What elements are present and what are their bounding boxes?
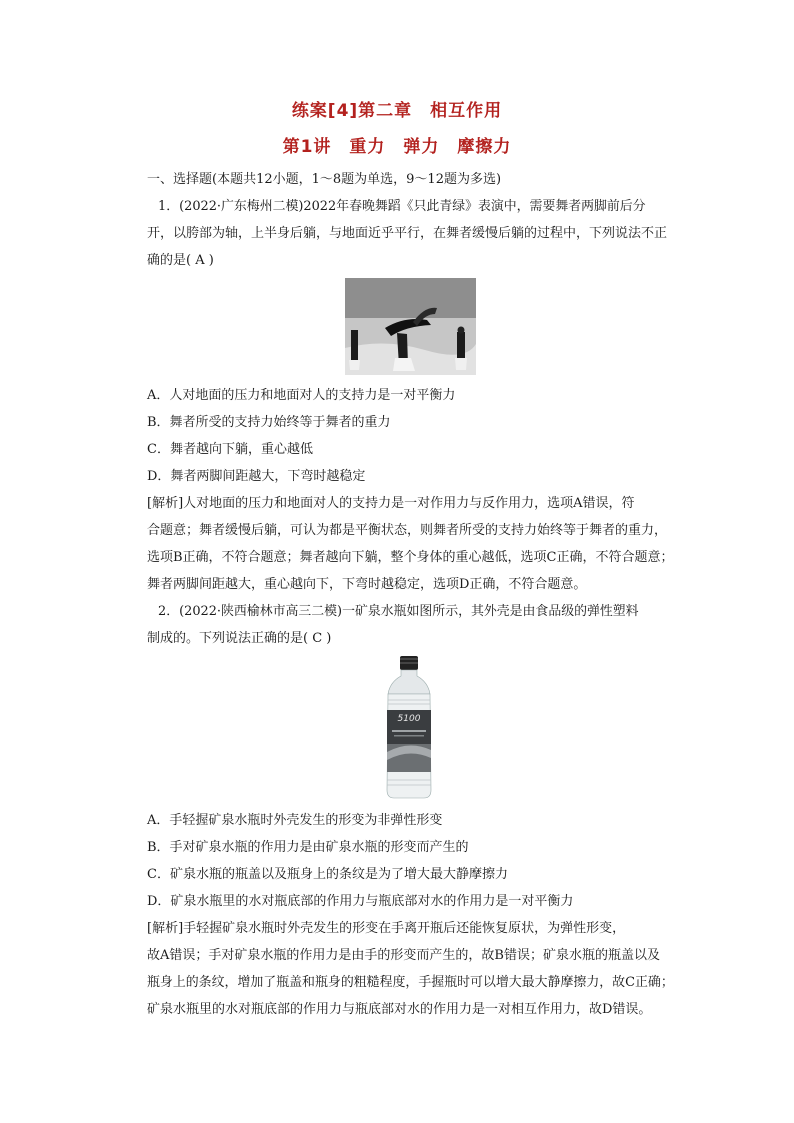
q1-option-c: C．舞者越向下躺，重心越低 [147,442,313,457]
q1-stem-line-1: 1．(2022·广东梅州二模)2022年春晚舞蹈《只此青绿》表演中，需要舞者两脚前后分 [158,199,646,214]
q2-stem-line-2: 制成的。下列说法正确的是( C ) [147,631,332,646]
water-bottle-illustration [380,652,438,802]
bottle-brand-label: 5100 [397,714,421,724]
water-bottle-image [380,652,438,802]
q2-option-c: C．矿泉水瓶的瓶盖以及瓶身上的条纹是为了增大最大静摩擦力 [147,867,508,882]
q2-option-b: B．手对矿泉水瓶的作用力是由矿泉水瓶的形变而产生的 [147,840,469,855]
q1-stem-line-3: 确的是( A ) [147,253,214,268]
q2-option-a: A．手轻握矿泉水瓶时外壳发生的形变为非弹性形变 [147,813,443,828]
page-title: 练案[4]第二章 相互作用 [291,101,503,121]
section-header: 一、选择题(本题共12小题，1～8题为单选，9～12题为多选) [147,172,502,187]
q2-analysis-line-2: 故A错误；手对矿泉水瓶的作用力是由手的形变而产生的，故B错误；矿泉水瓶的瓶盖以及 [147,948,660,963]
q1-option-b: B．舞者所受的支持力始终等于舞者的重力 [147,415,391,430]
q1-stem-line-2: 开，以胯部为轴，上半身后躺，与地面近乎平行，在舞者缓慢后躺的过程中，下列说法不正 [147,226,668,241]
q2-stem-line-1: 2．(2022·陕西榆林市高三二模)一矿泉水瓶如图所示，其外壳是由食品级的弹性塑料 [158,604,639,619]
q2-analysis-line-3: 瓶身上的条纹，增加了瓶盖和瓶身的粗糙程度，手握瓶时可以增大最大静摩擦力，故C正确； [147,975,674,990]
q1-analysis-line-4: 舞者两脚间距越大，重心越向下，下弯时越稳定，选项D正确，不符合题意。 [147,577,587,592]
q1-option-d: D．舞者两脚间距越大，下弯时越稳定 [147,469,366,484]
q1-analysis-line-3: 选项B正确，不符合题意；舞者越向下躺，整个身体的重心越低，选项C正确，不符合题意； [147,550,674,565]
q2-analysis-line-4: 矿泉水瓶里的水对瓶底部的作用力与瓶底部对水的作用力是一对相互作用力，故D错误。 [147,1002,652,1017]
q1-analysis-line-1: [解析]人对地面的压力和地面对人的支持力是一对作用力与反作用力，选项A错误，符 [147,496,635,511]
q1-analysis-line-2: 合题意；舞者缓慢后躺，可认为都是平衡状态，则舞者所受的支持力始终等于舞者的重力， [147,523,668,538]
q2-analysis-line-1: [解析]手轻握矿泉水瓶时外壳发生的形变在手离开瓶后还能恢复原状，为弹性形变， [147,921,626,936]
lecture-subtitle: 第1讲 重力 弹力 摩擦力 [282,137,512,157]
dancer-figure-illustration [345,278,476,375]
q2-option-d: D．矿泉水瓶里的水对瓶底部的作用力与瓶底部对水的作用力是一对平衡力 [147,894,574,909]
dancer-photo [345,278,476,375]
q1-option-a: A．人对地面的压力和地面对人的支持力是一对平衡力 [147,388,456,403]
